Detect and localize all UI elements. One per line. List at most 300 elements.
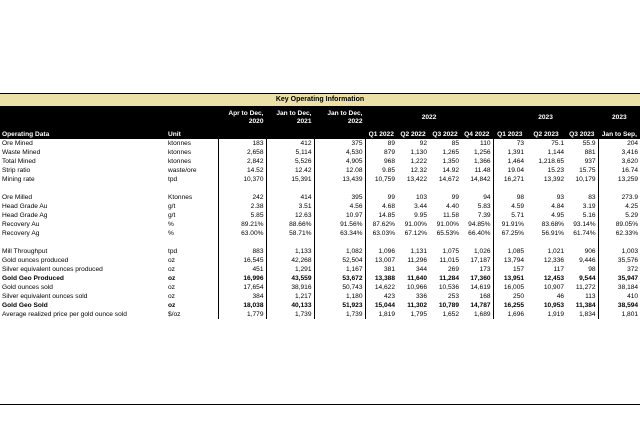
header-row-bottom [0, 129, 640, 139]
value-cell: 11,296 [407, 257, 427, 264]
value-cell: 3,416 [598, 148, 640, 157]
value-cell: 73 [493, 139, 526, 148]
row-label: Gold Geo Sold [2, 302, 48, 309]
value-cell: 10,536 [438, 284, 459, 291]
table-row [0, 220, 640, 229]
value-cell: 16,545 [218, 256, 266, 265]
row-unit: g/t [168, 212, 176, 219]
value-cell: 4.25 [598, 202, 640, 211]
table-row [0, 229, 640, 238]
row-label: Head Grade Ag [2, 212, 48, 219]
spacer-cell [218, 184, 266, 193]
table-row [0, 301, 640, 310]
spacer-cell [166, 184, 218, 193]
row-unit: tpd [168, 248, 178, 255]
value-cell: 94.85% [468, 221, 491, 228]
row-label: Head Grade Au [2, 203, 48, 210]
value-cell: 1,085 [493, 247, 526, 256]
value-cell: 11,640 [407, 275, 427, 282]
value-cell: 253 [447, 293, 459, 300]
row-label: Ore Mined [2, 140, 33, 147]
value-cell: 1,795 [410, 311, 427, 318]
row-unit: tpd [168, 176, 178, 183]
value-cell: 4.68 [365, 202, 397, 211]
row-unit: % [168, 221, 174, 228]
spacer-cell [598, 184, 640, 193]
value-cell: 14.92 [442, 167, 459, 174]
row-label: Average realized price per gold ounce sold [2, 311, 127, 318]
value-cell: 1,130 [410, 149, 427, 156]
table-row [0, 265, 640, 274]
blank-header [266, 129, 314, 139]
value-cell: 15.75 [579, 167, 596, 174]
value-cell: 1,739 [314, 310, 365, 319]
blank-header [0, 107, 166, 129]
value-cell: 13,007 [365, 256, 397, 265]
value-cell: 65.53% [436, 230, 459, 237]
spacer-cell [493, 184, 526, 193]
value-cell: 12.63 [266, 211, 314, 220]
value-cell: 1,464 [493, 157, 526, 166]
value-cell: 4.56 [314, 202, 365, 211]
value-cell: 9,544 [579, 275, 596, 282]
value-cell: 1,222 [410, 158, 427, 165]
value-cell: 63.03% [365, 229, 397, 238]
row-unit: oz [168, 302, 176, 309]
value-cell: 11,272 [575, 284, 596, 291]
value-cell: 1,026 [474, 248, 491, 255]
value-cell: 10,370 [218, 175, 266, 184]
value-cell: 1,652 [442, 311, 459, 318]
value-cell: 1,834 [579, 311, 596, 318]
row-unit: oz [168, 293, 175, 300]
value-cell: 66.40% [468, 230, 491, 237]
value-cell: 937 [584, 158, 596, 165]
value-cell: 4.59 [493, 202, 526, 211]
spacer-cell [493, 238, 526, 247]
row-unit: ktonnes [168, 149, 192, 156]
header-group-2022: 2022 [365, 107, 493, 129]
value-cell: 2,842 [218, 157, 266, 166]
value-cell: 11,015 [439, 257, 459, 264]
row-label: Ore Milled [2, 194, 33, 201]
value-cell: 38,184 [598, 283, 640, 292]
value-cell: 451 [218, 265, 266, 274]
table-row [0, 274, 640, 283]
spacer-cell [0, 238, 166, 247]
value-cell: 250 [493, 292, 526, 301]
value-cell: 11.48 [474, 167, 491, 174]
table-row [0, 211, 640, 220]
spacer-cell [397, 184, 429, 193]
table-row [0, 256, 640, 265]
row-unit: waste/ore [168, 167, 197, 174]
header-jan-dec-2021: Jan to Dec, 2021 [266, 107, 314, 129]
value-cell: 1,739 [266, 310, 314, 319]
value-cell: 11,302 [407, 302, 427, 309]
value-cell: 5,526 [266, 157, 314, 166]
spacer-cell [598, 238, 640, 247]
value-cell: 63.34% [314, 229, 365, 238]
value-cell: 881 [584, 149, 596, 156]
row-unit: oz [168, 284, 175, 291]
value-cell: 88.66% [266, 220, 314, 229]
value-cell: 67.12% [404, 230, 427, 237]
value-cell: 52,504 [314, 256, 365, 265]
value-cell: 269 [447, 266, 459, 273]
value-cell: 183 [218, 139, 266, 148]
value-cell: 99 [451, 194, 459, 201]
value-cell: 1,217 [266, 292, 314, 301]
value-cell: 1,082 [314, 247, 365, 256]
value-cell: 17,187 [470, 257, 491, 264]
value-cell: 4,905 [314, 157, 365, 166]
value-cell: 1,003 [598, 247, 640, 256]
value-cell: 5.85 [218, 211, 266, 220]
value-cell: 2.38 [218, 202, 266, 211]
value-cell: 87.62% [365, 220, 397, 229]
value-cell: 10,966 [406, 284, 427, 291]
value-cell: 2,658 [218, 148, 266, 157]
value-cell: 62.33% [598, 229, 640, 238]
operating-data-table [0, 107, 640, 319]
value-cell: 16,005 [493, 283, 526, 292]
row-unit: oz [168, 275, 176, 282]
value-cell: 35,947 [598, 274, 640, 283]
value-cell: 883 [218, 247, 266, 256]
value-cell: 13,388 [365, 274, 397, 283]
spacer-cell [365, 184, 397, 193]
value-cell: 38,916 [266, 283, 314, 292]
spacer-cell [461, 184, 493, 193]
value-cell: 423 [365, 292, 397, 301]
value-cell: 10,179 [575, 176, 596, 183]
value-cell: 3.19 [582, 203, 596, 210]
value-cell: 14.85 [365, 211, 397, 220]
value-cell: 344 [415, 266, 427, 273]
value-cell: 157 [493, 265, 526, 274]
header-jan-sep: Jan to Sep, [598, 129, 640, 139]
row-unit: % [168, 230, 174, 237]
value-cell: 410 [598, 292, 640, 301]
value-cell: 91.00% [436, 221, 459, 228]
value-cell: 51,923 [314, 301, 365, 310]
value-cell: 1,350 [442, 158, 459, 165]
value-cell: 55.9 [582, 140, 596, 147]
value-cell: 1,265 [442, 149, 459, 156]
operating-table-panel [0, 93, 640, 405]
spacer-cell [461, 238, 493, 247]
table-row [0, 175, 640, 184]
value-cell: 372 [598, 265, 640, 274]
row-label: Gold ounces produced [2, 257, 69, 264]
value-cell: 14.52 [218, 166, 266, 175]
value-cell: 1,366 [474, 158, 491, 165]
value-cell: 93 [556, 194, 565, 201]
value-cell: 11.58 [442, 212, 459, 219]
value-cell: 43,559 [266, 274, 314, 283]
value-cell: 1,167 [314, 265, 365, 274]
value-cell: 1,256 [474, 149, 491, 156]
row-unit: Ktonnes [168, 194, 193, 201]
value-cell: 906 [584, 248, 596, 255]
value-cell: 1,779 [218, 310, 266, 319]
header-unit: Unit [166, 129, 218, 139]
value-cell: 91.00% [404, 221, 427, 228]
value-cell: 395 [314, 193, 365, 202]
value-cell: 13,259 [598, 175, 640, 184]
header-row-top [0, 107, 640, 129]
section-spacer [0, 238, 640, 247]
value-cell: 1,075 [442, 248, 459, 255]
row-unit: g/t [168, 203, 176, 210]
value-cell: 103 [415, 194, 427, 201]
value-cell: 46 [556, 293, 565, 300]
header-q3-2022: Q3 2022 [429, 129, 461, 139]
blank-header [166, 107, 218, 129]
value-cell: 1,391 [493, 148, 526, 157]
value-cell: 204 [598, 139, 640, 148]
value-cell: 11,284 [439, 275, 459, 282]
value-cell: 10.97 [314, 211, 365, 220]
table-row [0, 292, 640, 301]
spacer-cell [166, 238, 218, 247]
blank-header [314, 129, 365, 139]
value-cell: 3,620 [598, 157, 640, 166]
spacer-cell [314, 238, 365, 247]
value-cell: 98 [588, 266, 596, 273]
value-cell: 1,696 [493, 310, 526, 319]
header-group-2023: 2023 [493, 107, 598, 129]
value-cell: 3.44 [414, 203, 427, 210]
row-label: Gold ounces sold [2, 284, 53, 291]
blank-header [218, 129, 266, 139]
value-cell: 1,131 [410, 248, 427, 255]
value-cell: 14,787 [470, 302, 491, 309]
value-cell: 414 [266, 193, 314, 202]
spacer-cell [365, 238, 397, 247]
spacer-cell [397, 238, 429, 247]
value-cell: 11,384 [575, 302, 596, 309]
table-row [0, 139, 640, 148]
value-cell: 9.85 [365, 166, 397, 175]
value-cell: 83.68% [541, 221, 565, 228]
value-cell: 14,619 [470, 284, 491, 291]
row-unit: oz [168, 257, 175, 264]
value-cell: 4.40 [446, 203, 459, 210]
value-cell: 1,133 [266, 247, 314, 256]
value-cell: 968 [365, 157, 397, 166]
row-label: Mining rate [2, 176, 35, 183]
value-cell: 375 [314, 139, 365, 148]
value-cell: 99 [365, 193, 397, 202]
value-cell: 173 [479, 266, 491, 273]
row-label: Silver equivalent ounces sold [2, 293, 88, 300]
value-cell: 10,759 [365, 175, 397, 184]
value-cell: 1,096 [365, 247, 397, 256]
value-cell: 56.91% [541, 230, 565, 237]
value-cell: 15.23 [547, 167, 565, 174]
value-cell: 75.1 [551, 140, 565, 147]
value-cell: 879 [365, 148, 397, 157]
value-cell: 89.21% [218, 220, 266, 229]
spacer-cell [0, 184, 166, 193]
value-cell: 3.51 [266, 202, 314, 211]
value-cell: 12,453 [543, 275, 565, 282]
value-cell: 92 [419, 140, 427, 147]
value-cell: 10,907 [543, 284, 565, 291]
spacer-cell [266, 238, 314, 247]
value-cell: 13,794 [493, 256, 526, 265]
value-cell: 17,654 [218, 283, 266, 292]
value-cell: 12,336 [543, 257, 565, 264]
table-row [0, 148, 640, 157]
value-cell: 42,268 [266, 256, 314, 265]
value-cell: 1,180 [314, 292, 365, 301]
value-cell: 16.74 [598, 166, 640, 175]
row-unit: ktonnes [168, 140, 192, 147]
value-cell: 110 [480, 140, 491, 147]
value-cell: 53,672 [314, 274, 365, 283]
value-cell: 91.91% [493, 220, 526, 229]
table-row [0, 193, 640, 202]
value-cell: 13,422 [406, 176, 427, 183]
header-q4-2022: Q4 2022 [461, 129, 493, 139]
value-cell: 38,594 [598, 301, 640, 310]
table-row [0, 247, 640, 256]
row-unit: ktonnes [168, 158, 192, 165]
value-cell: 1,819 [365, 310, 397, 319]
header-q2-2023: Q2 2023 [526, 129, 566, 139]
value-cell: 16,255 [493, 301, 526, 310]
value-cell: 13,392 [543, 176, 565, 183]
value-cell: 5.71 [493, 211, 526, 220]
value-cell: 61.74% [573, 230, 596, 237]
value-cell: 5.83 [477, 203, 491, 210]
table-row [0, 283, 640, 292]
value-cell: 18,038 [218, 301, 266, 310]
value-cell: 40,133 [266, 301, 314, 310]
table-row [0, 310, 640, 319]
header-jan-dec-2022: Jan to Dec, 2022 [314, 107, 365, 129]
value-cell: 16,996 [218, 274, 266, 283]
row-unit: $/oz [168, 311, 181, 318]
value-cell: 5.29 [598, 211, 640, 220]
header-q3-2023: Q3 2023 [566, 129, 598, 139]
row-label: Silver equivalent ounces produced [2, 266, 103, 273]
value-cell: 273.9 [598, 193, 640, 202]
value-cell: 94 [483, 194, 491, 201]
header-operating-data: Operating Data [0, 129, 166, 139]
value-cell: 4,530 [314, 148, 365, 157]
row-unit: oz [168, 266, 175, 273]
spacer-cell [429, 238, 461, 247]
value-cell: 5.16 [582, 212, 596, 219]
spacer-cell [526, 184, 566, 193]
value-cell: 4.95 [551, 212, 565, 219]
value-cell: 12.08 [314, 166, 365, 175]
row-label: Total Mined [2, 158, 36, 165]
value-cell: 1,689 [474, 311, 491, 318]
value-cell: 89.05% [598, 220, 640, 229]
table-title: Key Operating Information [0, 94, 640, 107]
value-cell: 85 [451, 140, 459, 147]
value-cell: 67.25% [493, 229, 526, 238]
value-cell: 1,021 [547, 248, 565, 255]
table-row [0, 166, 640, 175]
header-q2-2022: Q2 2022 [397, 129, 429, 139]
value-cell: 1,218.65 [538, 158, 565, 165]
section-spacer [0, 184, 640, 193]
row-label: Gold Geo Produced [2, 275, 64, 282]
value-cell: 50,743 [314, 283, 365, 292]
value-cell: 15,391 [266, 175, 314, 184]
value-cell: 16,271 [493, 175, 526, 184]
value-cell: 381 [365, 265, 397, 274]
value-cell: 93.14% [573, 221, 596, 228]
spacer-cell [314, 184, 365, 193]
value-cell: 10,953 [543, 302, 565, 309]
value-cell: 113 [585, 293, 596, 300]
value-cell: 168 [479, 293, 491, 300]
spacer-cell [566, 238, 598, 247]
row-label: Mill Throughput [2, 248, 48, 255]
header-apr-dec-2020: Apr to Dec, 2020 [218, 107, 266, 129]
spacer-cell [218, 238, 266, 247]
header-q1-2023: Q1 2023 [493, 129, 526, 139]
value-cell: 98 [493, 193, 526, 202]
header-2023-ytd: 2023 [598, 107, 640, 129]
value-cell: 19.04 [493, 166, 526, 175]
value-cell: 12.42 [266, 166, 314, 175]
value-cell: 242 [218, 193, 266, 202]
value-cell: 13,439 [314, 175, 365, 184]
spacer-cell [566, 184, 598, 193]
spacer-cell [526, 238, 566, 247]
value-cell: 1,801 [598, 310, 640, 319]
table-row [0, 202, 640, 211]
value-cell: 412 [266, 139, 314, 148]
row-label: Strip ratio [2, 167, 31, 174]
value-cell: 35,576 [598, 256, 640, 265]
value-cell: 1,144 [547, 149, 565, 156]
value-cell: 91.56% [314, 220, 365, 229]
value-cell: 15,044 [365, 301, 397, 310]
value-cell: 83 [588, 194, 596, 201]
value-cell: 1,291 [266, 265, 314, 274]
value-cell: 1,919 [547, 311, 565, 318]
table-row [0, 157, 640, 166]
value-cell: 5,114 [266, 148, 314, 157]
value-cell: 17,360 [470, 275, 491, 282]
value-cell: 10,789 [438, 302, 459, 309]
spacer-cell [266, 184, 314, 193]
row-label: Recovery Au [2, 221, 40, 228]
value-cell: 63.00% [218, 229, 266, 238]
value-cell: 13,951 [493, 274, 526, 283]
value-cell: 7.39 [477, 212, 491, 219]
value-cell: 58.71% [266, 229, 314, 238]
value-cell: 4.84 [551, 203, 565, 210]
value-cell: 117 [553, 266, 565, 273]
value-cell: 14,672 [438, 176, 459, 183]
spacer-cell [429, 184, 461, 193]
value-cell: 9.95 [414, 212, 427, 219]
value-cell: 14,842 [470, 176, 491, 183]
row-label: Recovery Ag [2, 230, 40, 237]
value-cell: 9,446 [579, 257, 596, 264]
value-cell: 384 [218, 292, 266, 301]
